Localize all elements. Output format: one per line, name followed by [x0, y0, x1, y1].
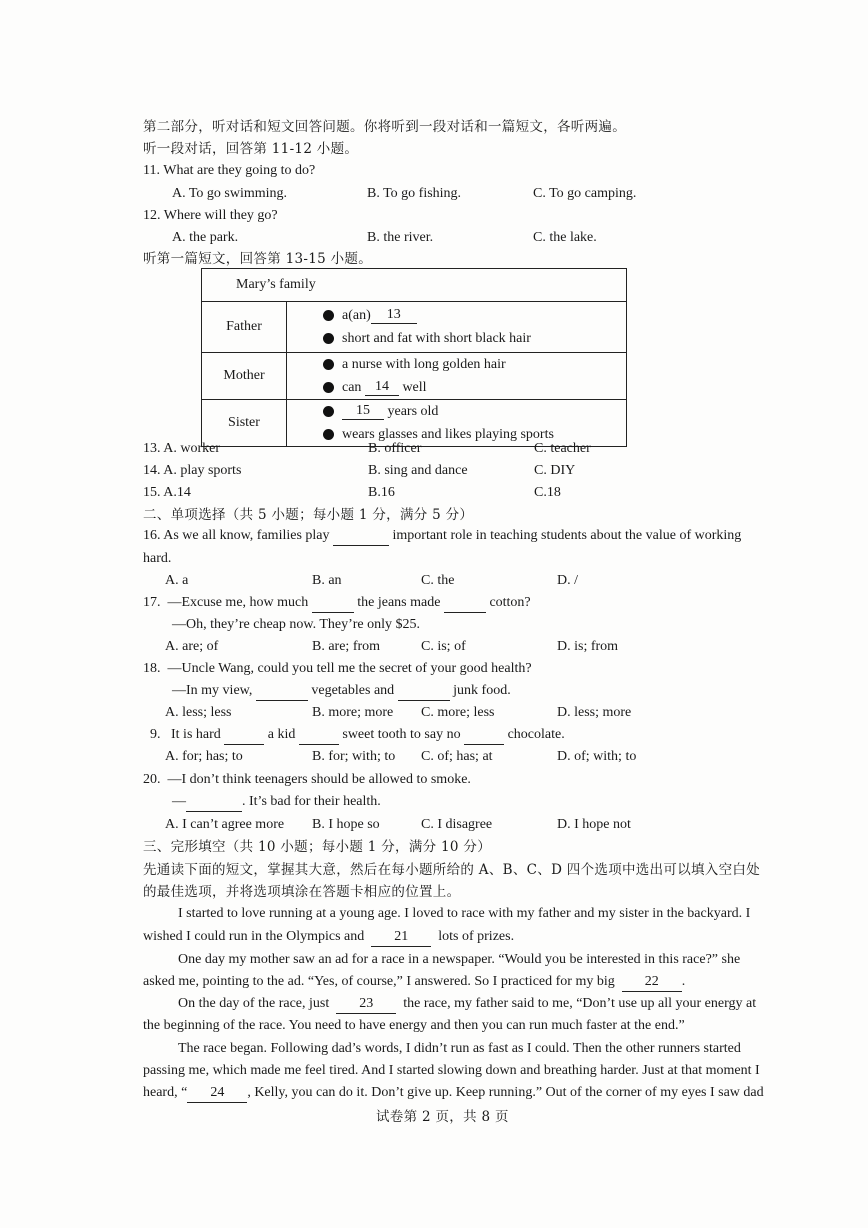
passage-p1-line2: wished I could run in the Olympics and 21 lots of prizes.	[143, 928, 514, 947]
q12-option-b: B. the river.	[367, 230, 434, 245]
blank-21: 21	[371, 928, 431, 947]
q20-option-a: A. I can’t agree more	[165, 817, 285, 832]
q16-stem-line2: hard.	[143, 551, 172, 566]
q18-option-d: D. less; more	[557, 705, 632, 720]
q20-option-c: C. I disagree	[421, 817, 493, 832]
q18-option-a: A. less; less	[165, 705, 232, 720]
blank-24: 24	[187, 1084, 247, 1103]
family-table	[201, 268, 627, 447]
q12-option-a: A. the park.	[172, 230, 239, 245]
q16-option-d: D. /	[557, 573, 578, 588]
q18-option-c: C. more; less	[421, 705, 495, 720]
blank-23: 23	[336, 995, 396, 1014]
family-table-title: Mary’s family	[202, 269, 627, 302]
section2-heading: 二、单项选择（共 5 小题；每小题 1 分，满分 5 分）	[143, 507, 474, 523]
q17-option-b: B. are; from	[312, 639, 381, 654]
section3-instruction-1: 先通读下面的短文，掌握其大意，然后在每小题所给的 A、B、C、D 四个选项中选出可以填入空白处	[143, 862, 761, 878]
blank-14: 14	[365, 379, 399, 396]
q16-option-c: C. the	[421, 573, 455, 588]
q16-option-b: B. an	[312, 573, 342, 588]
q16-option-a: A. a	[165, 573, 189, 588]
passage-p4-line1: The race began. Following dad’s words, I didn’t run as fast as I could. Then the other runners started	[178, 1041, 741, 1056]
passage-p4-line3: heard, “ 24 , Kelly, you can do it. Don’t give up. Keep running.” Out of the corner of my eyes I saw dad	[143, 1084, 764, 1103]
q20-option-d: D. I hope not	[557, 817, 631, 832]
mother-label: Mother	[202, 353, 287, 400]
q15-option-b: B.16	[368, 485, 395, 500]
q17-option-d: D. is; from	[557, 639, 619, 654]
dialog-instruction: 听一段对话，回答第 11-12 小题。	[143, 141, 359, 157]
q11-option-a: A. To go swimming.	[172, 186, 288, 201]
bullet-icon	[323, 429, 334, 440]
q17-line1: 17. —Excuse me, how much the jeans made cotton?	[143, 594, 531, 613]
section3-heading: 三、完形填空（共 10 小题；每小题 1 分，满分 10 分）	[143, 839, 491, 855]
q19-option-b: B. for; with; to	[312, 749, 396, 764]
father-label: Father	[202, 302, 287, 353]
q20-line1: 20. —I don’t think teenagers should be allowed to smoke.	[143, 772, 471, 787]
q20-option-b: B. I hope so	[312, 817, 380, 832]
q11-option-c: C. To go camping.	[533, 186, 637, 201]
q17-line2: —Oh, they’re cheap now. They’re only $25.	[172, 617, 421, 632]
blank-13: 13	[371, 307, 417, 324]
q19-option-a: A. for; has; to	[165, 749, 243, 764]
q14-option-c: C. DIY	[534, 463, 576, 478]
part2-instruction: 第二部分，听对话和短文回答问题。你将听到一段对话和一篇短文，各听两遍。	[143, 119, 626, 135]
q19-option-c: C. of; has; at	[421, 749, 493, 764]
q15-option-c: C.18	[534, 485, 561, 500]
passage-instruction: 听第一篇短文，回答第 13-15 小题。	[143, 251, 372, 267]
q16-blank	[333, 527, 389, 546]
bullet-icon	[323, 310, 334, 321]
q19-option-d: D. of; with; to	[557, 749, 637, 764]
q19-stem: 9. It is hard a kid sweet tooth to say no chocolate.	[150, 726, 565, 745]
q13-option-a: 13. A. worker	[143, 441, 220, 456]
blank-22: 22	[622, 973, 682, 992]
passage-p3-line2: the beginning of the race. You need to have energy and then you can run much faster at the end.”	[143, 1018, 685, 1033]
q18-line2: —In my view, vegetables and junk food.	[172, 682, 511, 701]
passage-p1-line1: I started to love running at a young age. I loved to race with my father and my sister in the backyard. I	[178, 906, 751, 921]
bullet-icon	[323, 333, 334, 344]
father-details: a(an) 13 short and fat with short black hair	[287, 302, 627, 353]
passage-p4-line2: passing me, which made me feel tired. And I started slowing down and breathing harder. Just at that moment I	[143, 1063, 760, 1078]
q12-stem: 12. Where will they go?	[143, 208, 278, 223]
passage-p3-line1: On the day of the race, just 23 the race, my father said to me, “Don’t use up all your energy at	[178, 995, 756, 1014]
bullet-icon	[323, 359, 334, 370]
bullet-icon	[323, 382, 334, 393]
q16-stem: 16. As we all know, families play important role in teaching students about the value of working	[143, 527, 741, 546]
blank-15: 15	[342, 403, 384, 420]
q17-option-a: A. are; of	[165, 639, 219, 654]
sister-details: 15 years old wears glasses and likes playing sports	[287, 400, 627, 447]
q18-line1: 18. —Uncle Wang, could you tell me the secret of your good health?	[143, 661, 532, 676]
section3-instruction-2: 的最佳选项，并将选项填涂在答题卡相应的位置上。	[143, 884, 461, 900]
q14-option-b: B. sing and dance	[368, 463, 468, 478]
q20-line2: — . It’s bad for their health.	[172, 793, 381, 812]
q14-option-a: 14. A. play sports	[143, 463, 242, 478]
q18-option-b: B. more; more	[312, 705, 394, 720]
q17-option-c: C. is; of	[421, 639, 466, 654]
page-footer: 试卷第 2 页，共 8 页	[376, 1109, 509, 1125]
q13-option-b: B. officer	[368, 441, 422, 456]
passage-p2-line2: asked me, pointing to the ad. “Yes, of course,” I answered. So I practiced for my big 22 .	[143, 973, 685, 992]
q15-option-a: 15. A.14	[143, 485, 191, 500]
passage-p2-line1: One day my mother saw an ad for a race in a newspaper. “Would you be interested in this race?” she	[178, 952, 741, 967]
q13-option-c: C. teacher	[534, 441, 591, 456]
sister-label: Sister	[202, 400, 287, 447]
bullet-icon	[323, 406, 334, 417]
q11-stem: 11. What are they going to do?	[143, 163, 316, 178]
q12-option-c: C. the lake.	[533, 230, 597, 245]
mother-details: a nurse with long golden hair can 14 well	[287, 353, 627, 400]
q11-option-b: B. To go fishing.	[367, 186, 462, 201]
